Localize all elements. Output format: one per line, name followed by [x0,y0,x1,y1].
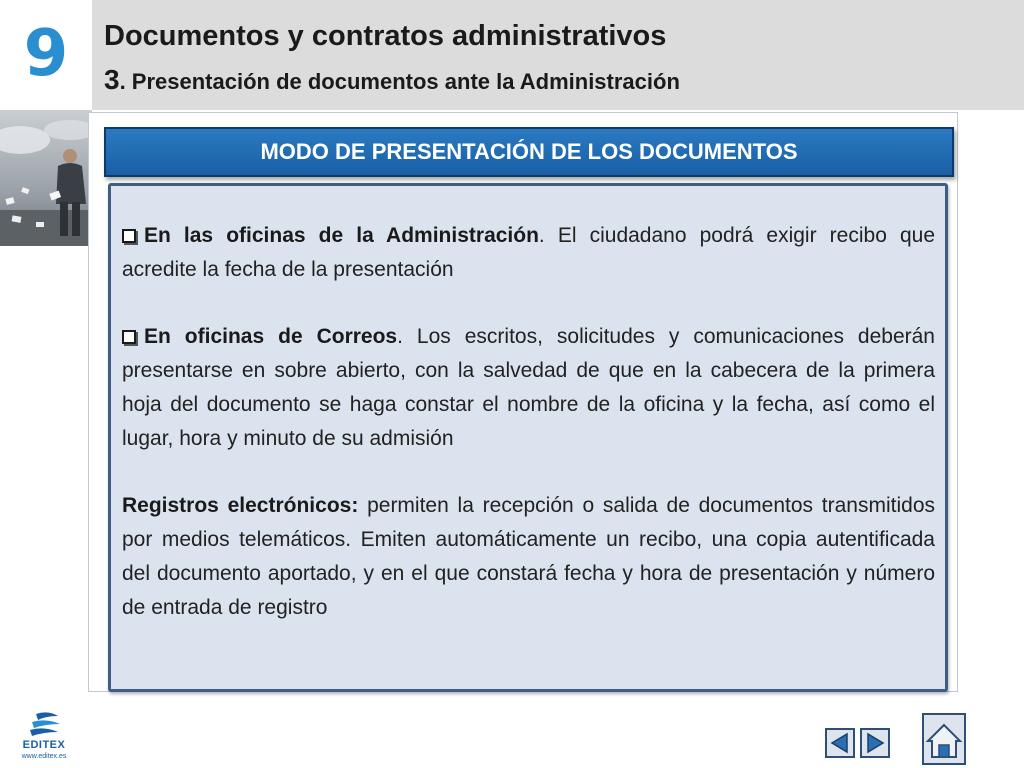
section-banner: MODO DE PRESENTACIÓN DE LOS DOCUMENTOS [104,127,954,177]
chapter-box [0,0,92,108]
checkbox-bullet-icon [122,330,136,344]
paragraph-heading: En las oficinas de la Administración [144,224,539,247]
paragraph-text: permiten la recepción o salida de documentos transmitidos por medios telemáticos. Emiten automáticamente un recibo, una copia autentificada del documento aportado, y en el que constará fecha y hora de presentación y número de entrada de registro [122,494,935,619]
paragraph-text: . Los escritos, solicitudes y comunicaciones deberán presentarse en sobre abierto, con la salvedad de que en la cabecera de la primera hoja del documento se haga constar el nombre de la oficina y la fecha, así como el lugar, hora y minuto de su admisión [122,325,935,450]
home-icon [924,715,964,763]
paragraph-oficinas-correos [122,320,935,456]
chapter-number: 9 [23,17,69,91]
paragraph-registros-electronicos [122,489,935,625]
paragraph-heading: Registros electrónicos: [122,494,359,517]
logo-text: EDITEX [22,739,66,751]
page-subtitle [104,64,680,96]
arrow-right-icon [862,730,888,756]
page-title: Documentos y contratos administrativos [104,20,667,52]
home-button[interactable] [922,713,966,765]
subtitle-text: . Presentación de documentos ante la Administración [119,69,680,94]
checkbox-bullet-icon [122,229,136,243]
paragraph-heading: En oficinas de Correos [144,325,398,348]
businessman-image [0,110,92,246]
next-slide-button[interactable] [860,728,890,758]
paragraph-text: . El ciudadano podrá exigir recibo que acredite la fecha de la presentación [122,224,935,281]
arrow-left-icon [827,730,853,756]
paragraph-oficinas-administracion [122,219,935,287]
logo-url: www.editex.es [21,753,67,760]
subtitle-number: 3 [104,64,120,95]
content-panel [108,183,948,692]
previous-slide-button[interactable] [825,728,855,758]
